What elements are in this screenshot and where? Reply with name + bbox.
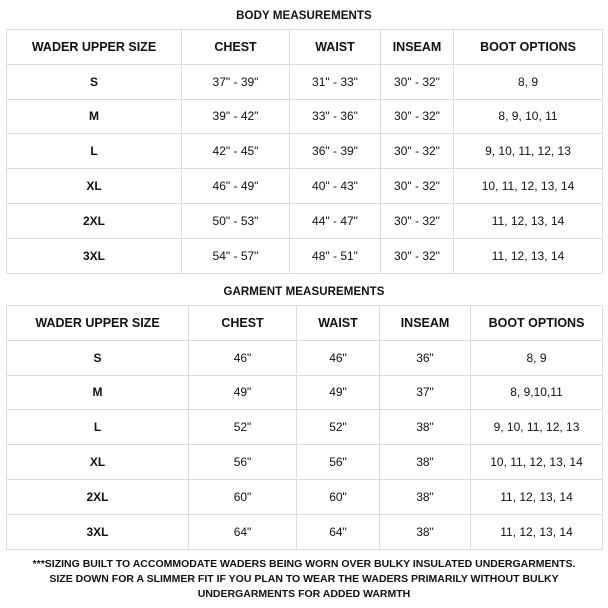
header-chest: CHEST xyxy=(182,30,290,65)
boot-options-cell: 8, 9,10,11 xyxy=(471,375,603,410)
inseam-cell: 30" - 32" xyxy=(381,203,454,238)
chest-cell: 39" - 42" xyxy=(182,99,290,134)
header-chest: CHEST xyxy=(189,306,297,341)
size-cell: 2XL xyxy=(7,479,189,514)
table-row xyxy=(7,514,603,549)
boot-options-cell: 10, 11, 12, 13, 14 xyxy=(454,169,603,204)
size-cell: L xyxy=(7,410,189,445)
waist-cell: 33" - 36" xyxy=(290,99,381,134)
waist-cell: 40" - 43" xyxy=(290,169,381,204)
header-boot-options: BOOT OPTIONS xyxy=(454,30,603,65)
waist-cell: 36" - 39" xyxy=(290,134,381,169)
chest-cell: 49" xyxy=(189,375,297,410)
header-waist: WAIST xyxy=(297,306,380,341)
sizing-footnote: ***SIZING BUILT TO ACCOMMODATE WADERS BEING WORN OVER BULKY INSULATED UNDERGARMENTS. SIZE DOWN FOR A SLIMMER FIT IF YOU PLAN TO WEAR THE WADERS PRIMARILY WITHOUT BULKY UNDERGARMENTS FOR ADDED WARMTH xyxy=(32,558,576,600)
chest-cell: 54" - 57" xyxy=(182,238,290,273)
size-cell: S xyxy=(7,64,182,99)
boot-options-cell: 11, 12, 13, 14 xyxy=(454,203,603,238)
waist-cell: 52" xyxy=(297,410,380,445)
table-row xyxy=(7,203,603,238)
inseam-cell: 30" - 32" xyxy=(381,99,454,134)
chest-cell: 37" - 39" xyxy=(182,64,290,99)
chest-cell: 52" xyxy=(189,410,297,445)
chest-cell: 46" - 49" xyxy=(182,169,290,204)
inseam-cell: 30" - 32" xyxy=(381,134,454,169)
header-inseam: INSEAM xyxy=(381,30,454,65)
boot-options-cell: 8, 9 xyxy=(454,64,603,99)
size-cell: XL xyxy=(7,169,182,204)
boot-options-cell: 11, 12, 13, 14 xyxy=(454,238,603,273)
body-measurements-title: BODY MEASUREMENTS xyxy=(236,10,372,22)
inseam-cell: 38" xyxy=(380,410,471,445)
inseam-cell: 30" - 32" xyxy=(381,238,454,273)
table-row xyxy=(7,238,603,273)
chest-cell: 46" xyxy=(189,340,297,375)
inseam-cell: 37" xyxy=(380,375,471,410)
inseam-cell: 38" xyxy=(380,479,471,514)
table-header-row xyxy=(7,306,603,341)
inseam-cell: 30" - 32" xyxy=(381,169,454,204)
waist-cell: 49" xyxy=(297,375,380,410)
chest-cell: 60" xyxy=(189,479,297,514)
size-cell: 3XL xyxy=(7,238,182,273)
size-cell: 2XL xyxy=(7,203,182,238)
header-wader-upper-size: WADER UPPER SIZE xyxy=(7,30,182,65)
boot-options-cell: 9, 10, 11, 12, 13 xyxy=(471,410,603,445)
size-cell: M xyxy=(7,375,189,410)
waist-cell: 56" xyxy=(297,445,380,480)
table-row xyxy=(7,410,603,445)
header-wader-upper-size: WADER UPPER SIZE xyxy=(7,306,189,341)
waist-cell: 46" xyxy=(297,340,380,375)
size-cell: S xyxy=(7,340,189,375)
inseam-cell: 38" xyxy=(380,445,471,480)
inseam-cell: 30" - 32" xyxy=(381,64,454,99)
waist-cell: 64" xyxy=(297,514,380,549)
chest-cell: 56" xyxy=(189,445,297,480)
waist-cell: 48" - 51" xyxy=(290,238,381,273)
waist-cell: 60" xyxy=(297,479,380,514)
size-cell: XL xyxy=(7,445,189,480)
chest-cell: 42" - 45" xyxy=(182,134,290,169)
garment-measurements-title: GARMENT MEASUREMENTS xyxy=(223,286,385,298)
size-cell: M xyxy=(7,99,182,134)
table-row xyxy=(7,134,603,169)
boot-options-cell: 9, 10, 11, 12, 13 xyxy=(454,134,603,169)
table-row xyxy=(7,479,603,514)
body-measurements-table xyxy=(6,29,603,274)
table-row xyxy=(7,445,603,480)
boot-options-cell: 8, 9 xyxy=(471,340,603,375)
table-row xyxy=(7,64,603,99)
header-waist: WAIST xyxy=(290,30,381,65)
inseam-cell: 36" xyxy=(380,340,471,375)
inseam-cell: 38" xyxy=(380,514,471,549)
waist-cell: 44" - 47" xyxy=(290,203,381,238)
table-row xyxy=(7,340,603,375)
waist-cell: 31" - 33" xyxy=(290,64,381,99)
table-row xyxy=(7,169,603,204)
size-cell: 3XL xyxy=(7,514,189,549)
boot-options-cell: 8, 9, 10, 11 xyxy=(454,99,603,134)
boot-options-cell: 11, 12, 13, 14 xyxy=(471,479,603,514)
header-boot-options: BOOT OPTIONS xyxy=(471,306,603,341)
chest-cell: 64" xyxy=(189,514,297,549)
table-row xyxy=(7,375,603,410)
boot-options-cell: 11, 12, 13, 14 xyxy=(471,514,603,549)
boot-options-cell: 10, 11, 12, 13, 14 xyxy=(471,445,603,480)
header-inseam: INSEAM xyxy=(380,306,471,341)
chest-cell: 50" - 53" xyxy=(182,203,290,238)
table-header-row xyxy=(7,30,603,65)
garment-measurements-table xyxy=(6,305,603,550)
size-cell: L xyxy=(7,134,182,169)
table-row xyxy=(7,99,603,134)
